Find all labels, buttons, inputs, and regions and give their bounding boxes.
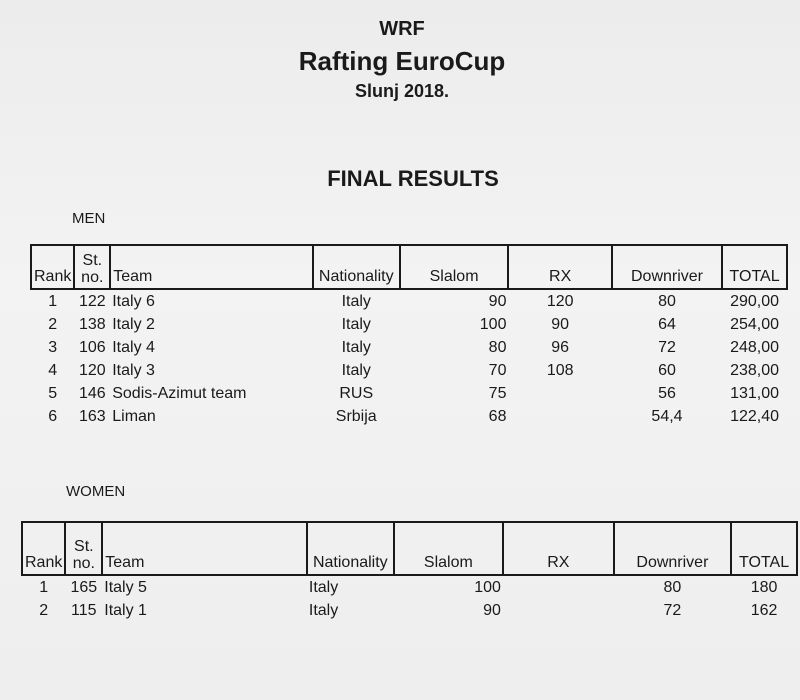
cell-downriver: 56 — [658, 384, 676, 402]
cell-st-no: 165 — [70, 578, 98, 596]
cell-rx — [508, 382, 611, 405]
col-header-rx: RX — [508, 245, 611, 289]
col-header-st-line2: no. — [72, 555, 95, 572]
cell-team: Liman — [112, 407, 156, 425]
cell-team: Italy 2 — [112, 315, 155, 333]
cell-team: Sodis-Azimut team — [112, 384, 247, 402]
cell-st-no: 138 — [78, 315, 106, 333]
cell-team: Italy 5 — [104, 578, 147, 596]
cell-total: 162 — [750, 601, 778, 619]
cell-rank: 2 — [39, 601, 49, 619]
cell-downriver: 80 — [663, 578, 682, 596]
cell-nationality: Italy — [341, 361, 371, 379]
cell-st-no: 120 — [78, 361, 106, 379]
table-header-row — [22, 522, 797, 575]
table-row — [22, 575, 797, 599]
col-header-rx: RX — [503, 522, 614, 575]
table-row — [31, 359, 787, 382]
col-header-total: TOTAL — [722, 245, 787, 289]
col-header-slalom: Slalom — [400, 245, 509, 289]
women-results-body — [22, 575, 797, 622]
men-results-table — [30, 244, 788, 428]
col-header-rank: Rank — [22, 522, 65, 575]
table-row — [31, 313, 787, 336]
cell-slalom: 80 — [488, 338, 507, 356]
cell-slalom: 100 — [474, 578, 501, 596]
col-header-nationality: Nationality — [313, 245, 400, 289]
cell-total: 290,00 — [730, 292, 780, 310]
col-header-downriver: Downriver — [614, 522, 731, 575]
col-header-team: Team — [110, 245, 313, 289]
cell-downriver: 80 — [658, 292, 676, 310]
cell-rx — [503, 575, 614, 599]
cell-nationality: Srbija — [335, 407, 377, 425]
men-section-label: MEN — [72, 210, 106, 227]
cell-total: 131,00 — [730, 384, 780, 402]
cell-slalom: 75 — [488, 384, 507, 402]
cell-rank: 3 — [48, 338, 58, 356]
men-results-body — [31, 289, 787, 428]
cell-downriver: 54,4 — [651, 407, 683, 425]
col-header-nationality: Nationality — [307, 522, 394, 575]
cell-st-no: 146 — [78, 384, 106, 402]
organization-heading: WRF — [379, 18, 425, 40]
cell-rx: 108 — [546, 361, 574, 379]
cell-rank: 6 — [48, 407, 58, 425]
cell-rank: 1 — [39, 578, 49, 596]
cell-slalom: 68 — [488, 407, 507, 425]
cell-rx: 120 — [546, 292, 574, 310]
cell-nationality: Italy — [308, 578, 339, 596]
cell-downriver: 64 — [658, 315, 676, 333]
cell-team: Italy 3 — [112, 361, 155, 379]
col-header-st-line1: St. — [82, 252, 103, 269]
cell-slalom: 100 — [479, 315, 507, 333]
cell-slalom: 70 — [488, 361, 507, 379]
cell-downriver: 72 — [658, 338, 676, 356]
col-header-slalom: Slalom — [394, 522, 503, 575]
cell-downriver: 60 — [658, 361, 676, 379]
cell-rx — [508, 405, 611, 428]
cell-st-no: 122 — [78, 292, 106, 310]
cell-st-no: 106 — [78, 338, 106, 356]
cell-rank: 2 — [48, 315, 58, 333]
cell-rank: 5 — [48, 384, 58, 402]
table-row — [31, 289, 787, 313]
cell-total: 180 — [750, 578, 778, 596]
cell-nationality: RUS — [339, 384, 374, 402]
event-subtitle: Slunj 2018. — [354, 81, 450, 101]
cell-team: Italy 1 — [104, 601, 147, 619]
table-header-row — [31, 245, 787, 289]
cell-downriver: 72 — [663, 601, 682, 619]
cell-st-no: 163 — [78, 407, 106, 425]
cell-total: 248,00 — [730, 338, 780, 356]
cell-slalom: 90 — [483, 601, 501, 619]
women-section-label: WOMEN — [66, 483, 126, 500]
table-row — [31, 336, 787, 359]
cell-nationality: Italy — [341, 315, 371, 333]
cell-nationality: Italy — [341, 338, 371, 356]
women-results-table — [21, 521, 798, 622]
table-row — [22, 599, 797, 622]
final-results-heading: FINAL RESULTS — [327, 166, 499, 191]
col-header-st-no — [65, 522, 102, 575]
event-title: Rafting EuroCup — [298, 46, 506, 76]
col-header-rank: Rank — [31, 245, 74, 289]
cell-rx — [503, 599, 614, 622]
cell-nationality: Italy — [341, 292, 371, 310]
cell-rx: 90 — [551, 315, 570, 333]
col-header-downriver: Downriver — [612, 245, 722, 289]
cell-st-no: 115 — [71, 601, 97, 619]
cell-slalom: 90 — [488, 292, 507, 310]
col-header-st-no — [74, 245, 110, 289]
col-header-team: Team — [102, 522, 307, 575]
cell-total: 238,00 — [730, 361, 780, 379]
cell-rank: 1 — [48, 292, 58, 310]
cell-team: Italy 4 — [112, 338, 155, 356]
cell-team: Italy 6 — [112, 292, 155, 310]
cell-total: 254,00 — [730, 315, 780, 333]
col-header-total: TOTAL — [731, 522, 797, 575]
cell-rank: 4 — [48, 361, 58, 379]
table-row — [31, 405, 787, 428]
col-header-st-line1: St. — [74, 538, 94, 555]
cell-total: 122,40 — [730, 407, 780, 425]
cell-nationality: Italy — [308, 601, 339, 619]
table-row — [31, 382, 787, 405]
cell-rx: 96 — [551, 338, 570, 356]
col-header-st-line2: no. — [81, 269, 104, 286]
